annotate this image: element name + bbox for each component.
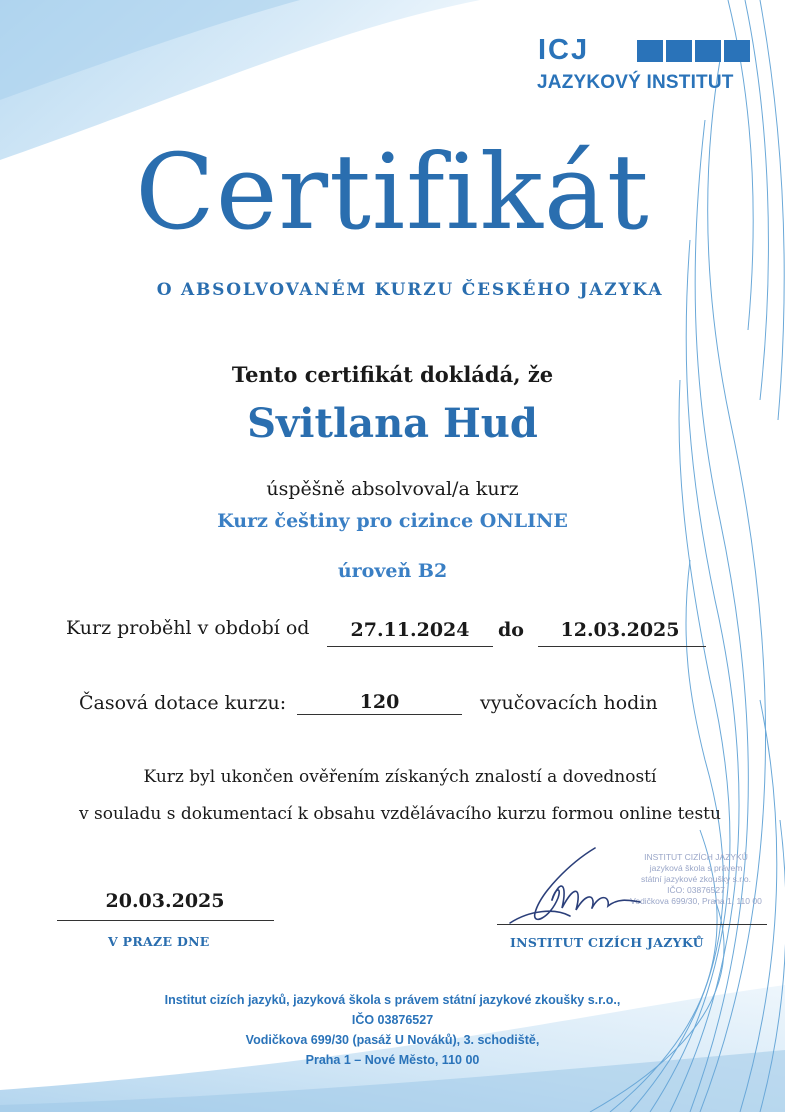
logo-mark: ICJ — [538, 34, 590, 66]
logo-square — [666, 40, 692, 62]
period-label: Kurz proběhl v období od — [66, 617, 310, 639]
footer-line-3: Vodičkova 699/30 (pasáž U Nováků), 3. schodiště, — [245, 1033, 540, 1047]
hours-unit: vyučovacích hodin — [480, 692, 658, 714]
period-to: 12.03.2025 — [560, 619, 680, 641]
course-level: úroveň B2 — [337, 560, 448, 582]
logo-square — [637, 40, 663, 62]
footer-line-1: Institut cizích jazyků, jazyková škola s právem státní jazykové zkoušky s.r.o., — [164, 993, 621, 1007]
issue-date: 20.03.2025 — [105, 890, 225, 912]
footer-line-2: IČO 03876527 — [351, 1013, 434, 1027]
certificate-subtitle: O ABSOLVOVANÉM KURZU ČESKÉHO JAZYKA — [156, 280, 664, 300]
period-to-line — [538, 646, 706, 647]
completed-text: úspěšně absolvoval/a kurz — [266, 478, 519, 500]
footer-line-4: Praha 1 – Nové Město, 110 00 — [305, 1053, 480, 1067]
period-from-line — [327, 646, 493, 647]
stamp-line: INSTITUT CIZÍCH JAZYKŮ — [644, 852, 748, 862]
stamp-line: státní jazykové zkoušky s.r.o. — [640, 874, 752, 884]
hours-value: 120 — [359, 691, 400, 713]
logo-square — [724, 40, 750, 62]
logo-square — [695, 40, 721, 62]
hours-line — [297, 714, 462, 715]
logo-squares — [637, 40, 750, 62]
certificate-title: Certifikát — [135, 131, 650, 253]
closing-line-1: Kurz byl ukončen ověřením získaných znalostí a dovedností — [143, 767, 657, 787]
hours-label: Časová dotace kurzu: — [79, 692, 287, 714]
stamp-line: jazyková škola s právem — [649, 863, 743, 873]
stamp-line: Vodičkova 699/30, Praha 1, 110 00 — [630, 896, 762, 906]
period-to-label: do — [498, 619, 524, 641]
closing-line-2: v souladu s dokumentací k obsahu vzdělávacího kurzu formou online testu — [79, 804, 721, 824]
period-from: 27.11.2024 — [350, 619, 470, 641]
signatory-label: INSTITUT CIZÍCH JAZYKŮ — [510, 935, 704, 950]
course-name: Kurz češtiny pro cizince ONLINE — [217, 510, 568, 532]
date-label: V PRAZE DNE — [108, 934, 210, 949]
signature — [500, 838, 650, 933]
certifies-text: Tento certifikát dokládá, že — [231, 362, 554, 387]
logo-name: JAZYKOVÝ INSTITUT — [537, 72, 734, 93]
date-line — [57, 920, 274, 921]
recipient-name: Svitlana Hud — [247, 400, 538, 447]
signature-line — [497, 924, 767, 925]
stamp-line: IČO: 03876527 — [667, 885, 725, 895]
